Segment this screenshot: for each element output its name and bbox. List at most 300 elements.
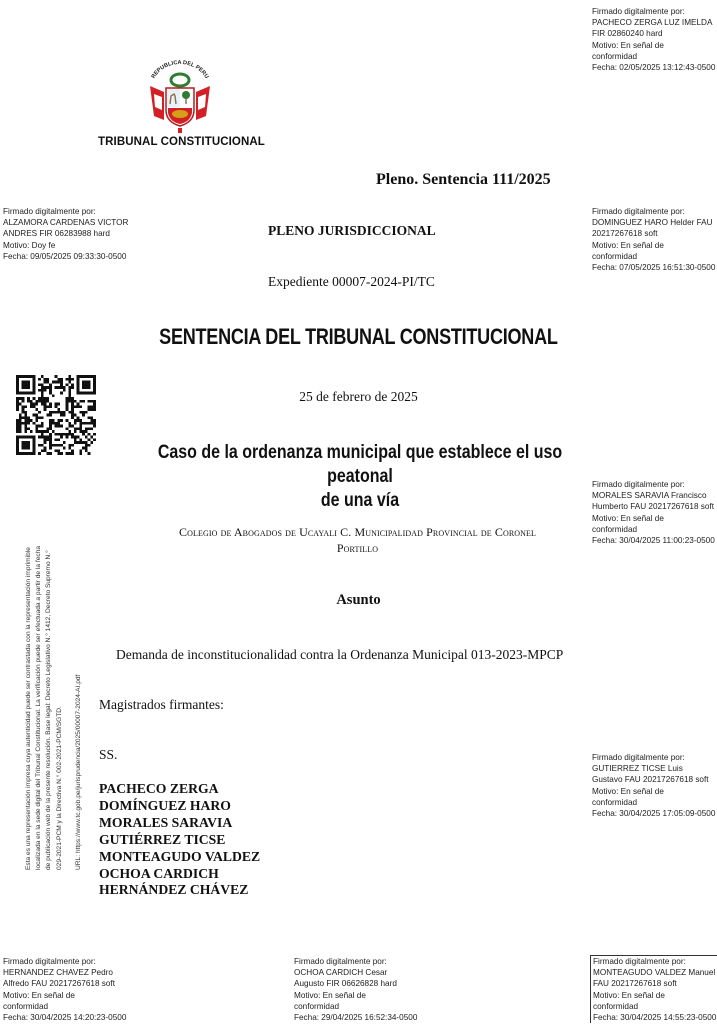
qr-module — [22, 408, 25, 411]
qr-module — [46, 405, 49, 408]
qr-module — [22, 397, 25, 400]
qr-module — [49, 405, 52, 408]
sig-line: conformidad — [592, 797, 638, 807]
qr-module — [49, 425, 52, 428]
qr-module — [66, 452, 69, 455]
qr-module — [44, 430, 47, 433]
qr-module — [35, 414, 38, 417]
qr-module — [49, 383, 52, 386]
qr-module — [55, 386, 58, 389]
qr-module — [60, 433, 63, 436]
pleno-jurisdiccional: PLENO JURISDICCIONAL — [268, 223, 436, 238]
qr-module — [16, 408, 19, 411]
qr-module — [44, 449, 47, 452]
qr-module — [66, 403, 69, 406]
sig-line: Motivo: En señal de — [592, 513, 664, 523]
qr-module — [79, 400, 82, 403]
qr-module — [35, 430, 38, 433]
qr-module — [55, 433, 58, 436]
qr-module — [49, 444, 52, 447]
document-title: SENTENCIA DEL TRIBUNAL CONSTITUCIONAL — [159, 324, 558, 349]
qr-module — [71, 436, 74, 439]
qr-module — [79, 422, 82, 425]
qr-code — [15, 375, 97, 455]
qr-module — [49, 386, 52, 389]
sig-line: Firmado digitalmente por: — [592, 480, 685, 489]
case-title-line: Caso de la ordenanza municipal que establece el uso peatonal — [157, 441, 563, 487]
sig-line: Motivo: En señal de — [592, 40, 664, 50]
qr-module — [38, 425, 41, 428]
qr-module — [93, 438, 96, 441]
qr-module — [88, 408, 91, 411]
qr-module — [49, 433, 52, 436]
qr-module — [52, 422, 55, 425]
sig-line: HERNANDEZ CHAVEZ Pedro — [3, 968, 113, 978]
qr-module — [77, 375, 80, 394]
qr-module — [66, 419, 69, 422]
qr-module — [49, 392, 52, 395]
qr-module — [41, 394, 44, 397]
qr-module — [88, 433, 91, 436]
sig-line: Firmado digitalmente por: — [592, 207, 685, 216]
qr-module — [57, 449, 60, 452]
qr-module — [33, 375, 36, 394]
qr-module — [71, 411, 74, 414]
qr-module — [88, 422, 91, 425]
qr-module — [44, 403, 47, 406]
qr-module — [82, 381, 90, 389]
qr-module — [79, 452, 82, 455]
qr-module — [49, 452, 52, 455]
qr-module — [46, 436, 49, 439]
qr-module — [33, 405, 36, 408]
qr-module — [44, 405, 47, 408]
qr-module — [33, 436, 36, 455]
qr-module — [46, 438, 49, 441]
qr-module — [30, 403, 33, 406]
qr-module — [82, 441, 85, 444]
verification-url[interactable]: URL: https://www.tc.gob.pe/jurisprudencia/2025/00007-2024-AI.pdf — [74, 674, 82, 870]
signature-block-pacheco — [592, 6, 717, 73]
sig-line: Motivo: Doy fe — [3, 240, 56, 250]
qr-module — [74, 430, 77, 433]
qr-module — [90, 408, 93, 411]
sig-line: Motivo: En señal de — [3, 990, 75, 1000]
qr-module — [41, 444, 44, 447]
qr-module — [16, 452, 35, 455]
signature-block-ochoa — [294, 956, 439, 1023]
judges-list — [99, 781, 260, 899]
qr-module — [68, 397, 71, 400]
ss-label: SS. — [99, 747, 118, 762]
qr-module — [24, 430, 27, 433]
qr-module — [38, 444, 41, 447]
qr-module — [60, 419, 63, 422]
verification-note — [24, 490, 84, 870]
qr-module — [90, 441, 93, 444]
sig-line: Firmado digitalmente por: — [294, 957, 387, 966]
qr-module — [22, 441, 30, 449]
qr-module — [60, 414, 63, 417]
qr-module — [66, 433, 69, 436]
signature-block-gutierrez — [592, 752, 717, 819]
qr-module — [35, 419, 38, 422]
qr-module — [52, 394, 55, 397]
qr-module — [19, 427, 22, 430]
qr-module — [88, 416, 91, 419]
qr-module — [93, 425, 96, 428]
sig-line: conformidad — [592, 524, 638, 534]
qr-module — [60, 386, 63, 389]
qr-module — [68, 392, 71, 395]
sig-line: FAU 20217267618 soft — [593, 979, 677, 989]
qr-module — [71, 433, 74, 436]
sentencia-number: Pleno. Sentencia 111/2025 — [376, 171, 551, 188]
qr-module — [22, 416, 25, 419]
qr-module — [41, 436, 44, 439]
institution-name: TRIBUNAL CONSTITUCIONAL — [98, 136, 265, 148]
qr-module — [49, 427, 52, 430]
qr-module — [44, 397, 47, 400]
judge-name: DOMÍNGUEZ HARO — [99, 797, 231, 813]
qr-module — [49, 447, 52, 450]
qr-module — [68, 381, 71, 384]
qr-module — [57, 438, 60, 441]
qr-module — [24, 425, 27, 428]
sentencia-date: 25 de febrero de 2025 — [299, 389, 418, 404]
qr-module — [38, 397, 41, 400]
qr-module — [19, 430, 22, 433]
judge-name: HERNÁNDEZ CHÁVEZ — [99, 882, 249, 898]
qr-module — [57, 425, 60, 428]
qr-module — [16, 427, 19, 430]
qr-module — [93, 408, 96, 411]
qr-module — [24, 416, 27, 419]
qr-module — [16, 375, 19, 394]
qr-module — [77, 392, 96, 395]
qr-module — [41, 383, 44, 386]
qr-module — [30, 400, 33, 403]
qr-module — [68, 425, 71, 428]
qr-module — [55, 438, 58, 441]
qr-module — [19, 414, 22, 417]
qr-module — [74, 400, 77, 403]
qr-module — [44, 408, 47, 411]
qr-module — [30, 430, 33, 433]
qr-module — [35, 403, 38, 406]
qr-module — [49, 441, 52, 444]
sig-line: Fecha: 09/05/2025 09:33:30-0500 — [3, 251, 127, 261]
sig-line: conformidad — [593, 1001, 639, 1011]
qr-module — [44, 400, 47, 403]
qr-module — [57, 408, 60, 411]
qr-module — [41, 392, 44, 395]
qr-module — [46, 378, 49, 381]
qr-module — [33, 397, 36, 400]
qr-module — [49, 438, 52, 441]
qr-module — [41, 449, 44, 452]
qr-module — [44, 447, 47, 450]
qr-module — [85, 427, 88, 430]
qr-module — [41, 430, 44, 433]
qr-module — [74, 422, 77, 425]
qr-module — [60, 378, 63, 381]
qr-module — [55, 375, 58, 378]
qr-module — [41, 425, 44, 428]
qr-module — [63, 386, 66, 389]
qr-module — [85, 411, 88, 414]
qr-module — [38, 383, 41, 386]
qr-module — [71, 405, 74, 408]
peru-coat-of-arms-seal — [140, 58, 220, 136]
qr-module — [57, 422, 60, 425]
qr-module — [30, 419, 33, 422]
qr-module — [79, 405, 82, 408]
qr-module — [41, 375, 44, 378]
qr-module — [85, 441, 88, 444]
qr-module — [68, 422, 71, 425]
qr-module — [88, 438, 91, 441]
qr-module — [44, 438, 47, 441]
qr-module — [74, 419, 77, 422]
qr-module — [38, 416, 41, 419]
qr-module — [16, 392, 35, 395]
sig-line: OCHOA CARDICH Cesar — [294, 968, 388, 978]
qr-module — [68, 394, 71, 397]
qr-module — [41, 433, 44, 436]
sig-line: MONTEAGUDO VALDEZ Manuel — [593, 968, 716, 978]
qr-module — [66, 383, 69, 386]
qr-module — [52, 411, 55, 414]
qr-module — [60, 411, 63, 414]
sig-line: Firmado digitalmente por: — [593, 957, 686, 966]
qr-module — [41, 386, 44, 389]
qr-module — [57, 411, 60, 414]
sig-line: Fecha: 30/04/2025 14:55:23-0500 — [593, 1013, 717, 1023]
qr-module — [55, 405, 58, 408]
sig-line: ANDRES FIR 06283988 hard — [3, 229, 110, 239]
qr-module — [90, 427, 93, 430]
qr-module — [71, 452, 74, 455]
parties-line: Colegio de Abogados de Ucayali C. Municipalidad Provincial de Coronel — [179, 525, 536, 539]
parties-line: Portillo — [336, 541, 379, 555]
qr-module — [16, 436, 35, 439]
qr-module — [24, 422, 27, 425]
qr-module — [68, 433, 71, 436]
sig-line: Firmado digitalmente por: — [592, 7, 685, 16]
qr-module — [82, 430, 85, 433]
qr-module — [55, 449, 58, 452]
qr-module — [46, 414, 49, 417]
asunto-text: Demanda de inconstitucionalidad contra la Ordenanza Municipal 013-2023-MPCP — [116, 647, 564, 662]
sig-line: Fecha: 30/04/2025 17:05:09-0500 — [592, 809, 716, 819]
qr-module — [55, 444, 58, 447]
qr-module — [79, 438, 82, 441]
qr-module — [74, 438, 77, 441]
qr-module — [85, 444, 88, 447]
qr-module — [77, 403, 80, 406]
seal-text: REPUBLICA DEL PERU — [150, 59, 210, 80]
qr-module — [93, 433, 96, 436]
qr-module — [71, 397, 74, 400]
qr-module — [85, 447, 88, 450]
qr-module — [88, 405, 91, 408]
qr-module — [27, 422, 30, 425]
qr-module — [57, 378, 60, 381]
qr-module — [49, 414, 52, 417]
signature-block-dominguez — [592, 206, 717, 273]
sig-line: Fecha: 29/04/2025 16:52:34-0500 — [294, 1013, 418, 1023]
qr-module — [38, 452, 41, 455]
qr-module — [74, 414, 77, 417]
qr-module — [57, 444, 60, 447]
qr-module — [77, 416, 80, 419]
qr-module — [27, 427, 30, 430]
sig-line: Fecha: 30/04/2025 11:00:23-0500 — [592, 536, 715, 546]
qr-module — [68, 378, 71, 381]
qr-module — [35, 427, 38, 430]
qr-module — [90, 405, 93, 408]
qr-module — [35, 400, 38, 403]
qr-module — [41, 400, 44, 403]
qr-module — [16, 419, 19, 422]
qr-module — [71, 425, 74, 428]
qr-module — [46, 386, 49, 389]
qr-module — [38, 378, 41, 381]
qr-module — [38, 400, 41, 403]
qr-module — [77, 405, 80, 408]
sig-line: FIR 02860240 hard — [592, 29, 663, 39]
judge-name: MORALES SARAVIA — [99, 814, 233, 830]
qr-module — [93, 400, 96, 403]
qr-module — [57, 403, 60, 406]
signature-block-monteagudo — [590, 955, 717, 1023]
qr-module — [41, 403, 44, 406]
qr-module — [66, 400, 69, 403]
qr-module — [68, 389, 71, 392]
sig-line: Fecha: 30/04/2025 14:20:23-0500 — [3, 1013, 127, 1023]
qr-module — [68, 386, 71, 389]
qr-module — [49, 436, 52, 439]
qr-module — [16, 375, 35, 378]
qr-module — [79, 411, 82, 414]
qr-module — [44, 386, 47, 389]
sig-line: Motivo: En señal de — [294, 990, 366, 1000]
qr-module — [88, 427, 91, 430]
qr-module — [49, 411, 52, 414]
qr-module — [46, 381, 49, 384]
qr-module — [77, 375, 96, 378]
qr-module — [19, 403, 22, 406]
sig-line: MORALES SARAVIA Francisco — [592, 491, 707, 501]
qr-module — [35, 425, 38, 428]
qr-module — [63, 447, 66, 450]
qr-module — [30, 405, 33, 408]
sig-line: GUTIERREZ TICSE Luis — [592, 764, 683, 774]
qr-module — [79, 425, 82, 428]
qr-module — [74, 427, 77, 430]
qr-module — [68, 411, 71, 414]
qr-module — [16, 397, 19, 400]
qr-module — [93, 422, 96, 425]
qr-module — [55, 425, 58, 428]
qr-module — [44, 381, 47, 384]
sig-line: conformidad — [592, 51, 638, 61]
sig-line: Fecha: 07/05/2025 16:51:30-0500 — [592, 263, 716, 273]
qr-module — [68, 447, 71, 450]
qr-module — [38, 389, 41, 392]
sig-line: 20217267618 soft — [592, 229, 658, 239]
qr-module — [77, 419, 80, 422]
qr-module — [82, 411, 85, 414]
qr-module — [90, 422, 93, 425]
qr-module — [57, 433, 60, 436]
qr-module — [66, 436, 69, 439]
qr-module — [88, 400, 91, 403]
qr-module — [46, 430, 49, 433]
sig-line: Humberto FAU 20217267618 soft — [592, 502, 714, 512]
qr-module — [68, 375, 71, 378]
qr-module — [77, 427, 80, 430]
qr-module — [79, 449, 82, 452]
sig-line: PACHECO ZERGA LUZ IMELDA — [592, 18, 713, 28]
qr-module — [90, 436, 93, 439]
case-parties — [100, 524, 615, 556]
qr-module — [71, 378, 74, 381]
qr-module — [44, 436, 47, 439]
sig-line: Firmado digitalmente por: — [3, 207, 96, 216]
judge-name: MONTEAGUDO VALDEZ — [99, 848, 261, 864]
qr-module — [16, 403, 19, 406]
qr-module — [49, 389, 52, 392]
qr-module — [16, 422, 19, 425]
qr-module — [44, 378, 47, 381]
qr-module — [79, 419, 82, 422]
qr-module — [66, 427, 69, 430]
qr-module — [46, 452, 49, 455]
qr-module — [38, 411, 41, 414]
case-title-line: de una vía — [320, 489, 400, 511]
qr-module — [68, 400, 71, 403]
qr-module — [71, 449, 74, 452]
qr-module — [88, 444, 91, 447]
qr-module — [85, 422, 88, 425]
qr-module — [74, 441, 77, 444]
qr-module — [60, 444, 63, 447]
asunto-heading: Asunto — [336, 592, 381, 608]
qr-module — [41, 416, 44, 419]
judge-name: PACHECO ZERGA — [99, 781, 219, 796]
qr-module — [19, 416, 22, 419]
qr-module — [68, 452, 71, 455]
qr-module — [27, 400, 30, 403]
qr-module — [16, 436, 19, 455]
magistrados-label: Magistrados firmantes: — [99, 697, 224, 712]
qr-module — [19, 419, 22, 422]
qr-module — [71, 383, 74, 386]
qr-module — [93, 405, 96, 408]
qr-module — [82, 433, 85, 436]
qr-module — [22, 411, 25, 414]
qr-module — [71, 408, 74, 411]
qr-module — [66, 397, 69, 400]
sig-line: Gustavo FAU 20217267618 soft — [592, 775, 709, 785]
qr-module — [46, 397, 49, 400]
judge-name: OCHOA CARDICH — [99, 865, 219, 881]
qr-module — [90, 416, 93, 419]
qr-module — [60, 392, 63, 395]
sig-line: conformidad — [592, 251, 638, 261]
